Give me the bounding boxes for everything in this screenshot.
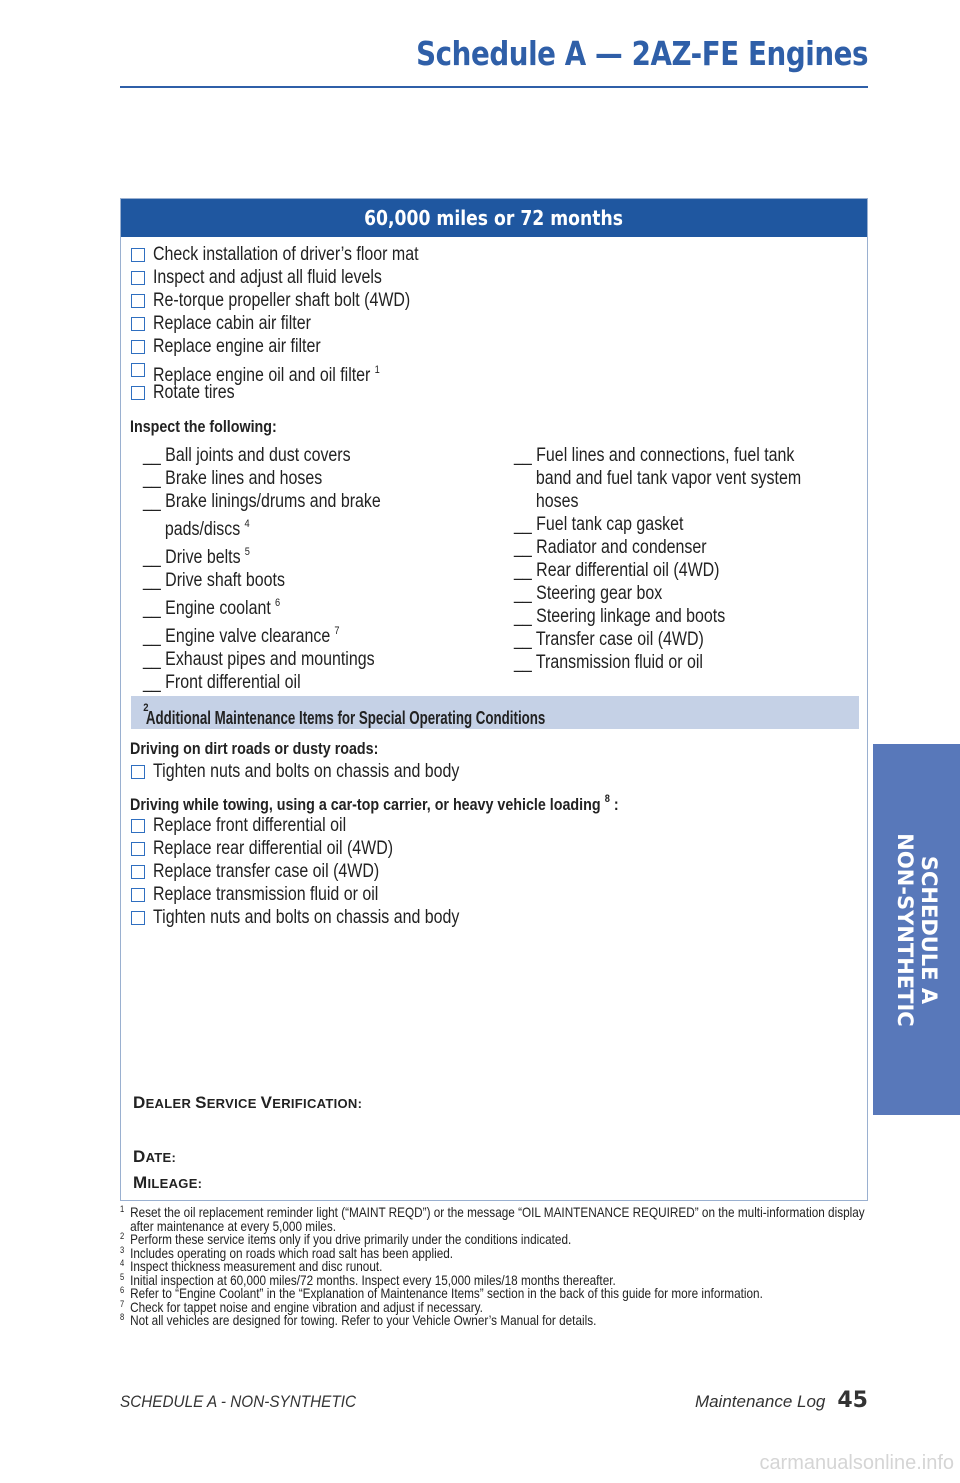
footnote-ref: 2 bbox=[143, 702, 149, 714]
checklist-item-text: Replace transmission fluid or oil bbox=[153, 884, 379, 905]
inspect-item: __ Engine coolant $^6$ bbox=[143, 597, 281, 619]
checkbox-icon[interactable] bbox=[131, 911, 145, 925]
date-label: DATE: bbox=[133, 1147, 177, 1166]
footnote: 2 Perform these service items only if you drive primarily under the conditions indicated. bbox=[120, 1231, 572, 1247]
checkbox-icon[interactable] bbox=[131, 248, 145, 262]
footnote-ref: 4 bbox=[244, 518, 250, 530]
maintenance-box bbox=[120, 198, 868, 1201]
inspect-left-column bbox=[143, 444, 426, 694]
inspect-item: __ Transmission fluid or oil bbox=[514, 652, 703, 673]
checkbox-icon[interactable] bbox=[131, 819, 145, 833]
footnote: 1 Reset the oil replacement reminder light (“MAINT REQD”) or the message “OIL MAINTENANCE REQUIRED” on the multi-information display after maintenance at every 5,000 miles. bbox=[120, 1204, 865, 1234]
checkbox-icon[interactable] bbox=[131, 865, 145, 879]
footnote-ref: 8 bbox=[604, 793, 610, 805]
interval-header-text: 60,000 miles or 72 months bbox=[364, 206, 624, 230]
inspect-item: __ Fuel lines and connections, fuel tank bbox=[514, 445, 795, 466]
checkbox-icon[interactable] bbox=[131, 842, 145, 856]
towing-heading: Driving while towing, using a car-top carrier, or heavy vehicle loading $^8$ : bbox=[130, 793, 619, 814]
checklist-item-text: Check installation of driver’s floor mat bbox=[153, 244, 419, 265]
checklist-item-text: Replace rear differential oil (4WD) bbox=[153, 838, 394, 859]
footnote-ref: 5 bbox=[244, 546, 250, 558]
page-title: Schedule A — 2AZ-FE Engines bbox=[415, 34, 868, 73]
watermark: carmanualsonline.info bbox=[759, 1452, 954, 1474]
inspect-item: __ Brake lines and hoses bbox=[143, 468, 323, 489]
checkbox-icon[interactable] bbox=[131, 317, 145, 331]
footnote-ref: 7 bbox=[334, 625, 340, 637]
footnote: 7 Check for tappet noise and engine vibration and adjust if necessary. bbox=[120, 1298, 483, 1315]
inspect-item: __ Engine valve clearance $^7$ bbox=[143, 625, 340, 647]
footer-page-info bbox=[695, 1388, 868, 1413]
inspect-right-column bbox=[514, 444, 856, 674]
footnote-ref: 1 bbox=[374, 364, 380, 376]
checkbox-icon[interactable] bbox=[131, 340, 145, 354]
inspect-item: __ Fuel tank cap gasket bbox=[514, 514, 684, 535]
footnote: 8 Not all vehicles are designed for towing. Refer to your Vehicle Owner’s Manual for details. bbox=[120, 1312, 597, 1328]
checklist-item-text: Re-torque propeller shaft bolt (4WD) bbox=[153, 290, 411, 311]
footer-section-name: SCHEDULE A - NON-SYNTHETIC bbox=[120, 1392, 357, 1411]
checklist-item-text: Rotate tires bbox=[153, 382, 235, 403]
checkbox-icon[interactable] bbox=[131, 294, 145, 308]
checkbox-icon[interactable] bbox=[131, 271, 145, 285]
interval-header bbox=[121, 199, 867, 237]
footnote-ref: 6 bbox=[274, 597, 281, 609]
inspect-heading: Inspect the following: bbox=[130, 417, 277, 436]
checklist-item-text: Tighten nuts and bolts on chassis and body bbox=[153, 907, 460, 928]
checkbox-icon[interactable] bbox=[131, 386, 145, 400]
checklist-item-text: Inspect and adjust all fluid levels bbox=[153, 267, 382, 288]
inspect-item: hoses bbox=[535, 491, 579, 512]
checklist-item-text: Replace engine oil and oil filter $^1$ bbox=[153, 364, 380, 386]
inspect-item: __ Exhaust pipes and mountings bbox=[143, 649, 375, 670]
checklist-item-text: Replace engine air filter bbox=[153, 336, 321, 357]
checkbox-icon[interactable] bbox=[131, 363, 145, 377]
inspect-item: band and fuel tank vapor vent system bbox=[535, 468, 802, 489]
footer-log-label: Maintenance Log bbox=[694, 1392, 826, 1411]
checklist-item-text: Replace front differential oil bbox=[153, 815, 347, 836]
inspect-item: __ Transfer case oil (4WD) bbox=[514, 629, 704, 650]
checkbox-icon[interactable] bbox=[131, 765, 145, 779]
inspect-item: __ Steering linkage and boots bbox=[514, 606, 726, 627]
inspect-item: __ Drive belts $^5$ bbox=[143, 546, 250, 568]
footnotes bbox=[120, 1206, 868, 1328]
inspect-item: __ Front differential oil bbox=[143, 672, 301, 693]
section-side-tab[interactable] bbox=[873, 744, 960, 1115]
footnote: 3 Includes operating on roads which road salt has been applied. bbox=[120, 1244, 454, 1261]
inspect-item: pads/discs $^4$ bbox=[164, 518, 250, 540]
title-rule bbox=[120, 86, 868, 88]
footnote: 5 Initial inspection at 60,000 miles/72 months. Inspect every 15,000 miles/18 months thereafter. bbox=[120, 1271, 616, 1288]
inspect-item: __ Drive shaft boots bbox=[143, 570, 285, 591]
inspect-item: __ Brake linings/drums and brake bbox=[143, 491, 381, 512]
additional-items-header-text: Additional Maintenance Items for Special Operating Conditions $^2$ bbox=[143, 702, 546, 728]
mileage-label: MILEAGE: bbox=[133, 1173, 203, 1192]
checklist-item-text: Replace cabin air filter bbox=[153, 313, 311, 334]
inspect-item: __ Ball joints and dust covers bbox=[143, 445, 351, 466]
checkbox-icon[interactable] bbox=[131, 888, 145, 902]
checklist-item-text: Tighten nuts and bolts on chassis and body bbox=[153, 761, 460, 782]
dealer-service-verification-label: DEALER SERVICE VERIFICATION: bbox=[133, 1093, 363, 1112]
inspect-item: __ Steering gear box bbox=[514, 583, 663, 604]
footnote: 4 Inspect thickness measurement and disc runout. bbox=[120, 1258, 383, 1274]
inspect-item: __ Rear differential oil (4WD) bbox=[514, 560, 720, 581]
dirt-roads-heading: Driving on dirt roads or dusty roads: bbox=[130, 739, 379, 758]
footnote: 6 Refer to “Engine Coolant” in the “Explanation of Maintenance Items” section in the back of this guide for more information. bbox=[120, 1285, 763, 1301]
checklist-item-text: Replace transfer case oil (4WD) bbox=[153, 861, 380, 882]
inspect-item: __ Radiator and condenser bbox=[514, 537, 707, 558]
page-number: 45 bbox=[837, 1388, 868, 1413]
side-tab-label: SCHEDULE A NON-SYNTHETIC bbox=[892, 832, 941, 1027]
additional-items-header bbox=[131, 696, 859, 729]
